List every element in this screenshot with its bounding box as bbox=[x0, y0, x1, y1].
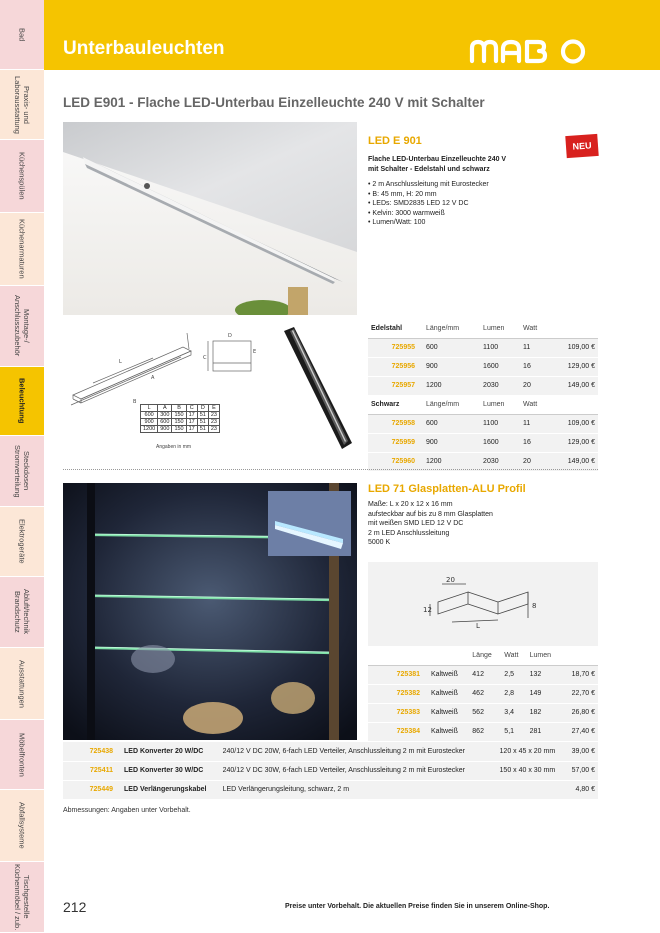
accessory-description: 240/12 V DC 30W, 6-fach LED Verteiler, Anschlussleitung 2 m mit Eurostecker bbox=[220, 761, 497, 780]
price-cell: 22,70 € bbox=[561, 684, 598, 703]
accessory-description: LED Verlängerungsleitung, schwarz, 2 m bbox=[220, 780, 497, 799]
drawing-cell: 150 bbox=[172, 412, 186, 419]
column-header: Lumen bbox=[480, 395, 520, 414]
sidebar-tab-label: Abluft/technik Brandschutz bbox=[13, 589, 31, 635]
article-number: 725449 bbox=[63, 780, 121, 799]
accessory-description: 240/12 V DC 20W, 6-fach LED Verteiler, Anschlussleitung 2 m mit Eurostecker bbox=[220, 742, 497, 761]
section-title-led-e901: LED E 901 bbox=[368, 135, 422, 147]
table-row bbox=[368, 338, 598, 357]
price-cell: 4,80 € bbox=[565, 780, 598, 799]
drawing-cell: 17 bbox=[186, 426, 197, 433]
section1-feature-list bbox=[368, 180, 489, 228]
sidebar-tab-label: Küchenspülen bbox=[17, 152, 27, 200]
dim-label-width: 20 bbox=[446, 576, 455, 584]
sidebar-tab[interactable] bbox=[0, 436, 44, 507]
drawing-cell: D bbox=[197, 405, 208, 412]
accessory-name: LED Verlängerungskabel bbox=[121, 780, 220, 799]
column-header: Lumen bbox=[480, 319, 520, 338]
column-header: Länge/mm bbox=[423, 395, 480, 414]
sidebar-tab[interactable] bbox=[0, 648, 44, 720]
sidebar-tab[interactable] bbox=[0, 0, 44, 70]
drawing-cell: 23 bbox=[208, 419, 219, 426]
color-cell: Kaltweiß bbox=[428, 665, 469, 684]
desc-line-2: mit Schalter - Edelstahl und schwarz bbox=[368, 165, 490, 173]
article-number: 725959 bbox=[368, 433, 423, 452]
description-line: Maße: L x 20 x 12 x 16 mm bbox=[368, 501, 453, 508]
product-photo-led-e901 bbox=[63, 122, 357, 315]
cabinet-photo-led71 bbox=[63, 483, 357, 740]
watt-cell: 5,1 bbox=[501, 722, 526, 741]
drawing-cell: 150 bbox=[172, 419, 186, 426]
column-header-price bbox=[561, 646, 598, 665]
sidebar-tab-label: Abfallsysteme bbox=[17, 802, 27, 849]
watt-cell: 16 bbox=[520, 357, 549, 376]
price-cell: 109,00 € bbox=[549, 338, 598, 357]
watt-cell: 11 bbox=[520, 338, 549, 357]
column-header-blank bbox=[428, 646, 469, 665]
group-name: Edelstahl bbox=[368, 319, 423, 338]
accessory-row bbox=[63, 780, 598, 799]
article-number: 725960 bbox=[368, 452, 423, 471]
length-cell: 900 bbox=[423, 357, 480, 376]
technical-drawing-led71 bbox=[368, 562, 598, 646]
accessory-row bbox=[63, 761, 598, 780]
sidebar-tab-label: Elektrogeräte bbox=[17, 519, 27, 564]
drawing-cell: 23 bbox=[208, 412, 219, 419]
column-header: Watt bbox=[520, 319, 549, 338]
article-number: 725411 bbox=[63, 761, 121, 780]
drawing-cell: B bbox=[172, 405, 186, 412]
price-cell: 149,00 € bbox=[549, 376, 598, 395]
article-number: 725956 bbox=[368, 357, 423, 376]
sidebar-tab-label: Küchenarmaturen bbox=[17, 219, 27, 279]
drawing-cell: 900 bbox=[158, 426, 172, 433]
article-number: 725381 bbox=[368, 665, 428, 684]
column-header-price bbox=[549, 319, 598, 338]
price-cell: 149,00 € bbox=[549, 452, 598, 471]
drawing-cell: 900 bbox=[141, 419, 158, 426]
drawing-cell: 17 bbox=[186, 412, 197, 419]
mabo-logo bbox=[469, 38, 597, 64]
length-cell: 462 bbox=[469, 684, 501, 703]
accessory-size: 150 x 40 x 30 mm bbox=[497, 761, 566, 780]
table-row bbox=[368, 376, 598, 395]
lumen-cell: 281 bbox=[527, 722, 561, 741]
drawing-caption: Angaben in mm bbox=[156, 444, 192, 450]
column-header: Lumen bbox=[527, 646, 561, 665]
watt-cell: 2,5 bbox=[501, 665, 526, 684]
article-number: 725382 bbox=[368, 684, 428, 703]
watt-cell: 20 bbox=[520, 452, 549, 471]
sidebar-tab-label: Bad bbox=[17, 27, 27, 42]
svg-text:E: E bbox=[253, 349, 257, 355]
section-divider bbox=[63, 469, 598, 470]
new-badge: NEU bbox=[565, 134, 598, 158]
svg-text:L: L bbox=[119, 359, 122, 365]
length-cell: 412 bbox=[469, 665, 501, 684]
lumen-cell: 132 bbox=[527, 665, 561, 684]
length-cell: 562 bbox=[469, 703, 501, 722]
drawing-cell: 150 bbox=[172, 426, 186, 433]
drawing-cell: 17 bbox=[186, 419, 197, 426]
description-line: 2 m LED Anschlussleitung bbox=[368, 529, 450, 537]
group-name: Schwarz bbox=[368, 395, 423, 414]
dimensions-note: Abmessungen: Angaben unter Vorbehalt. bbox=[63, 807, 191, 814]
product-photo-black-profile bbox=[276, 323, 357, 460]
article-number: 725383 bbox=[368, 703, 428, 722]
sidebar-tab[interactable] bbox=[0, 862, 44, 933]
svg-text:B: B bbox=[133, 399, 137, 405]
footer-price-note: Preise unter Vorbehalt. Die aktuellen Preise finden Sie in unserem Online-Shop. bbox=[285, 903, 550, 910]
dim-label-length: L bbox=[476, 622, 480, 630]
lumen-cell: 1100 bbox=[480, 414, 520, 433]
lumen-cell: 2030 bbox=[480, 376, 520, 395]
drawing-dimension-table bbox=[140, 404, 220, 433]
drawing-cell: 51 bbox=[197, 419, 208, 426]
drawing-cell: 600 bbox=[141, 412, 158, 419]
sidebar-tab[interactable] bbox=[0, 140, 44, 213]
watt-cell: 3,4 bbox=[501, 703, 526, 722]
dim-label-height: 12 bbox=[423, 606, 432, 614]
color-cell: Kaltweiß bbox=[428, 703, 469, 722]
accessory-name: LED Konverter 20 W/DC bbox=[121, 742, 220, 761]
length-cell: 1200 bbox=[423, 376, 480, 395]
price-cell: 26,80 € bbox=[561, 703, 598, 722]
table-row bbox=[368, 703, 598, 722]
sidebar-tab-label: Tischgestelle Küchenmöbel / zub. bbox=[13, 863, 31, 931]
length-cell: 900 bbox=[423, 433, 480, 452]
page-header bbox=[44, 0, 660, 70]
accessory-row bbox=[63, 742, 598, 761]
article-number: 725384 bbox=[368, 722, 428, 741]
column-header: Länge bbox=[469, 646, 501, 665]
drawing-cell: E bbox=[208, 405, 219, 412]
sidebar-tab[interactable] bbox=[0, 577, 44, 648]
column-header: Länge/mm bbox=[423, 319, 480, 338]
column-header-price bbox=[549, 395, 598, 414]
accessory-size: 120 x 45 x 20 mm bbox=[497, 742, 566, 761]
price-cell: 129,00 € bbox=[549, 433, 598, 452]
lumen-cell: 1600 bbox=[480, 357, 520, 376]
sidebar-tab[interactable] bbox=[0, 286, 44, 367]
accessories-table bbox=[63, 742, 598, 800]
description-line: 5000 K bbox=[368, 539, 391, 546]
table-row bbox=[368, 414, 598, 433]
spec-table-led-e901 bbox=[368, 319, 598, 472]
drawing-cell: L bbox=[141, 405, 158, 412]
section2-description bbox=[368, 500, 493, 548]
article-number: 725955 bbox=[368, 338, 423, 357]
category-sidebar bbox=[0, 0, 44, 933]
article-number: 725957 bbox=[368, 376, 423, 395]
length-cell: 600 bbox=[423, 414, 480, 433]
drawing-cell: A bbox=[158, 405, 172, 412]
price-cell: 57,00 € bbox=[565, 761, 598, 780]
table-row bbox=[368, 684, 598, 703]
product-subtitle: LED E901 - Flache LED-Unterbau Einzelleuchte 240 V mit Schalter bbox=[63, 95, 485, 110]
description-line: aufsteckbar auf bis zu 8 mm Glasplatten bbox=[368, 510, 493, 518]
page-title: Unterbauleuchten bbox=[63, 38, 225, 59]
feature-bullet: • 2 m Anschlussleitung mit Eurostecker bbox=[368, 180, 489, 190]
color-cell: Kaltweiß bbox=[428, 684, 469, 703]
price-cell: 18,70 € bbox=[561, 665, 598, 684]
sidebar-tab[interactable] bbox=[0, 790, 44, 862]
price-cell: 39,00 € bbox=[565, 742, 598, 761]
watt-cell: 20 bbox=[520, 376, 549, 395]
feature-bullet: • Kelvin: 3000 warmweiß bbox=[368, 209, 489, 219]
dim-label-depth: 8 bbox=[532, 602, 537, 610]
sidebar-tab-label: Möbelfronten bbox=[17, 732, 27, 777]
spec-table-led71 bbox=[368, 646, 598, 742]
column-header: Watt bbox=[520, 395, 549, 414]
feature-bullet: • LEDs: SMD2835 LED 12 V DC bbox=[368, 199, 489, 209]
article-number: 725958 bbox=[368, 414, 423, 433]
lumen-cell: 2030 bbox=[480, 452, 520, 471]
watt-cell: 2,8 bbox=[501, 684, 526, 703]
watt-cell: 16 bbox=[520, 433, 549, 452]
svg-text:D: D bbox=[228, 333, 232, 339]
lumen-cell: 182 bbox=[527, 703, 561, 722]
sidebar-tab-label: Ausstattungen bbox=[17, 659, 27, 708]
drawing-cell: 1200 bbox=[141, 426, 158, 433]
section-title-led71: LED 71 Glasplatten-ALU Profil bbox=[368, 483, 526, 495]
drawing-cell: C bbox=[186, 405, 197, 412]
svg-text:A: A bbox=[151, 375, 155, 381]
feature-bullet: • Lumen/Watt: 100 bbox=[368, 218, 489, 228]
sidebar-tab[interactable] bbox=[0, 367, 44, 436]
sidebar-tab-label: Steckdosen Stromverteilung bbox=[13, 444, 31, 498]
watt-cell: 11 bbox=[520, 414, 549, 433]
drawing-cell: 600 bbox=[158, 419, 172, 426]
drawing-cell: 300 bbox=[158, 412, 172, 419]
length-cell: 600 bbox=[423, 338, 480, 357]
column-header: Watt bbox=[501, 646, 526, 665]
sidebar-tab-label: Beleuchtung bbox=[17, 378, 27, 424]
table-row bbox=[368, 722, 598, 741]
length-cell: 862 bbox=[469, 722, 501, 741]
price-cell: 129,00 € bbox=[549, 357, 598, 376]
drawing-cell: 51 bbox=[197, 412, 208, 419]
lumen-cell: 149 bbox=[527, 684, 561, 703]
color-cell: Kaltweiß bbox=[428, 722, 469, 741]
technical-drawing-led-e901 bbox=[63, 323, 271, 460]
sidebar-tab-label: Praxis- und Laborausstattung bbox=[13, 75, 31, 134]
svg-text:C: C bbox=[203, 355, 207, 361]
table-row bbox=[368, 665, 598, 684]
accessory-size bbox=[497, 780, 566, 799]
desc-line-1: Flache LED-Unterbau Einzelleuchte 240 V bbox=[368, 156, 507, 163]
length-cell: 1200 bbox=[423, 452, 480, 471]
sidebar-tab[interactable] bbox=[0, 70, 44, 140]
price-cell: 27,40 € bbox=[561, 722, 598, 741]
price-cell: 109,00 € bbox=[549, 414, 598, 433]
drawing-cell: 51 bbox=[197, 426, 208, 433]
article-number: 725438 bbox=[63, 742, 121, 761]
lumen-cell: 1600 bbox=[480, 433, 520, 452]
column-header-blank bbox=[368, 646, 428, 665]
sidebar-tab[interactable] bbox=[0, 507, 44, 577]
page-number: 212 bbox=[63, 899, 87, 915]
lumen-cell: 1100 bbox=[480, 338, 520, 357]
section1-description bbox=[368, 155, 506, 174]
drawing-cell: 23 bbox=[208, 426, 219, 433]
sidebar-tab-label: Montage-/ Anschlusszubehör bbox=[13, 295, 31, 357]
feature-bullet: • B: 45 mm, H: 20 mm bbox=[368, 190, 489, 200]
sidebar-tab[interactable] bbox=[0, 720, 44, 790]
table-row bbox=[368, 357, 598, 376]
table-row bbox=[368, 433, 598, 452]
accessory-name: LED Konverter 30 W/DC bbox=[121, 761, 220, 780]
sidebar-tab[interactable] bbox=[0, 213, 44, 286]
description-line: mit weißen SMD LED 12 V DC bbox=[368, 520, 464, 527]
